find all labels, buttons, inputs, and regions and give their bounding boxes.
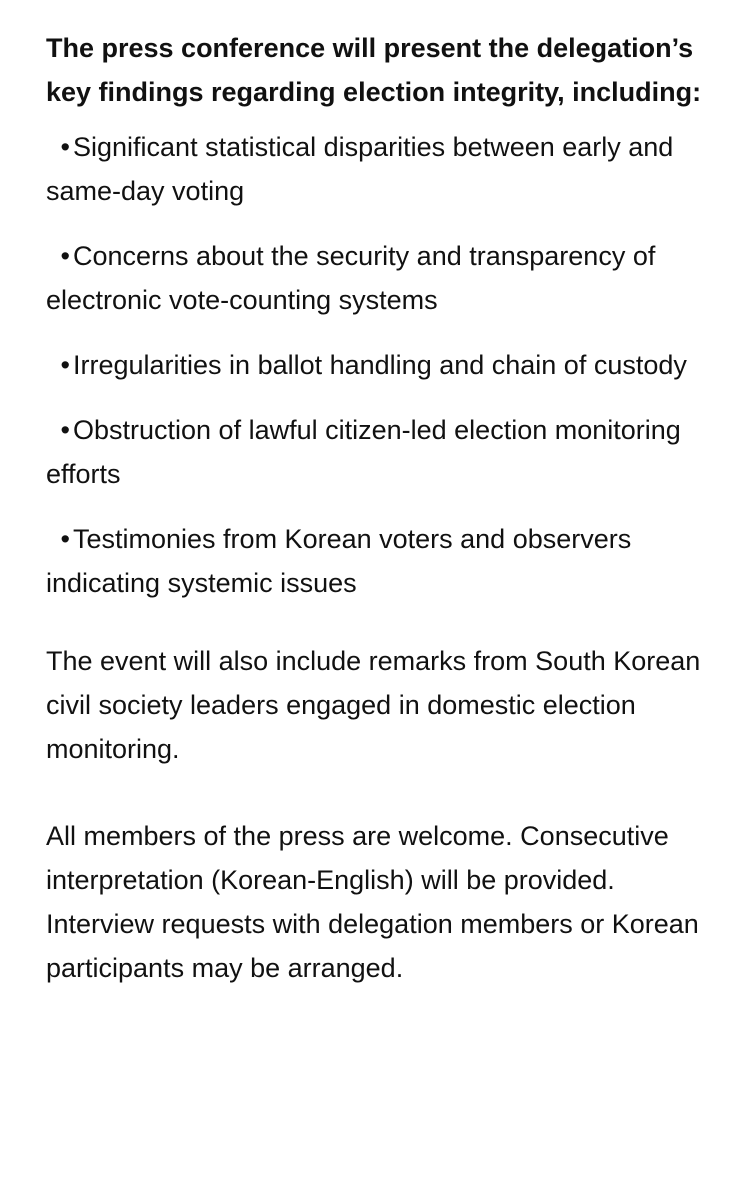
findings-list: [46, 125, 726, 605]
list-item-text: Significant statistical disparities between early and same-day voting: [46, 132, 674, 206]
bullet-icon: •: [60, 350, 70, 380]
list-item-text: Obstruction of lawful citizen-led election monitoring efforts: [46, 415, 681, 489]
event-remarks-paragraph: The event will also include remarks from South Korean civil society leaders engaged in domestic election monitoring.: [46, 646, 701, 764]
bullet-icon: •: [60, 415, 70, 445]
intro-heading: The press conference will present the delegation’s key findings regarding election integrity, including:: [46, 33, 702, 107]
bullet-icon: •: [60, 524, 70, 554]
list-item: [46, 234, 726, 322]
list-item: [46, 125, 726, 213]
press-info-paragraph: All members of the press are welcome. Consecutive interpretation (Korean-English) will be provided. Interview requests with delegation members or Korean participants may be arranged.: [46, 821, 699, 983]
list-item: [46, 343, 726, 387]
list-item: [46, 408, 726, 496]
bullet-icon: •: [60, 132, 70, 162]
document-body: [46, 26, 726, 990]
list-item-text: Irregularities in ballot handling and chain of custody: [73, 350, 687, 380]
list-item-text: Concerns about the security and transparency of electronic vote-counting systems: [46, 241, 656, 315]
bullet-icon: •: [60, 241, 70, 271]
list-item: [46, 517, 726, 605]
list-item-text: Testimonies from Korean voters and observers indicating systemic issues: [46, 524, 632, 598]
